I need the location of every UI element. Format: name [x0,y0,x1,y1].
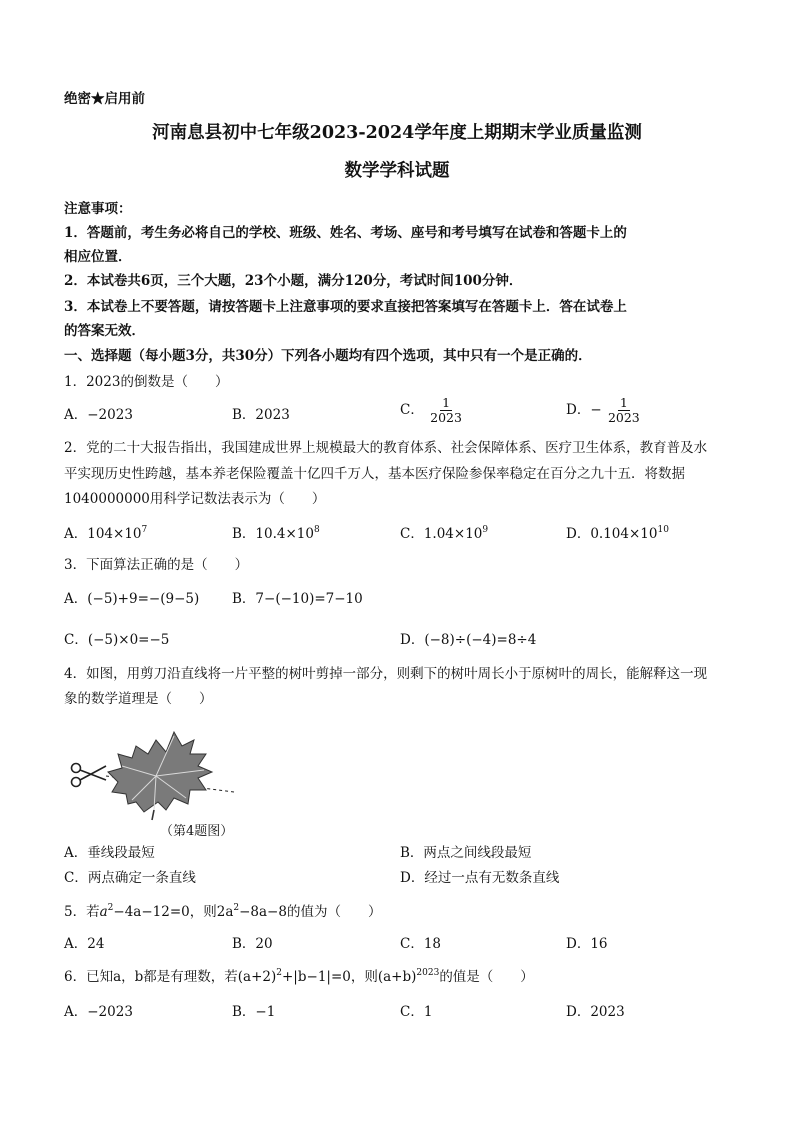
exam-subtitle: 数学学科试题 [344,161,450,181]
q2-option-c [400,525,488,543]
q3-option-a: A．(−5)+9=−(9−5) [64,591,200,607]
q6-stem-prefix: 6．已知a，b都是有理数，若 [64,969,238,985]
q1-d-numerator: 1 [619,395,628,410]
q5-square-1: 2 [107,903,114,913]
q2-option-a [64,525,147,543]
q1-c-numerator: 1 [442,395,451,410]
q5-expr2-prefix: 2a [216,904,234,920]
q6-expr-b-exponent: 2023 [416,968,440,978]
confidential-label: 绝密★启用前 [64,91,145,107]
note-2: 2．本试卷共6页，三个大题，23个小题，满分120分，考试时间100分钟． [64,273,523,289]
q5-equation-rest: −4a−12=0，则 [113,904,217,920]
q4-figure-caption: （第4题图） [160,824,234,839]
q5-stem [64,903,381,921]
q2-d-base: D．0.104×10 [566,526,658,542]
q1-d-prefix: D．− [566,402,602,418]
q6-option-b: B．−1 [232,1004,276,1020]
section1-heading: 一、选择题（每小题3分，共30分）下列各小题均有四个选项，其中只有一个是正确的． [64,348,592,364]
q6-option-c: C．1 [400,1004,433,1020]
q1-option-d [566,396,642,425]
q4-stem-line1: 4．如图，用剪刀沿直线将一片平整的树叶剪掉一部分，则剩下的树叶周长小于原树叶的周长，能解释这一现 [64,666,708,682]
q2-option-b [232,525,320,543]
q5-option-b: B．20 [232,936,273,952]
q2-c-exponent: 9 [482,525,489,535]
q6-expr-a: (a+2) [237,969,277,985]
q2-stem-line3: 1040000000用科学记数法表示为（ ） [64,491,326,507]
q4-leaf-figure [66,710,236,822]
q5-stem-prefix: 5．若 [64,904,100,920]
q1-d-denominator: 2023 [607,410,640,425]
q1-c-denominator: 2023 [430,410,462,425]
q4-option-c: C．两点确定一条直线 [64,870,196,886]
q5-option-d: D．16 [566,936,608,952]
q6-expr-b: (a+b) [377,969,417,985]
note-3a: 3．本试卷上不要答题，请按答题卡上注意事项的要求直接把答案填写在答题卡上．答在试卷上 [64,299,627,315]
q5-option-a: A．24 [64,936,105,952]
note-3b: 的答案无效． [64,323,145,339]
q1-c-fraction [428,396,464,425]
q2-a-base: A．104×10 [64,526,142,542]
q6-expr-a-exponent: 2 [276,968,282,978]
q3-stem: 3．下面算法正确的是（ ） [64,557,249,573]
q4-option-a: A．垂线段最短 [64,845,155,861]
q2-stem-line1: 2．党的二十大报告指出，我国建成世界上规模最大的教育体系、社会保障体系、医疗卫生体系，教育普及水 [64,440,708,456]
q1-stem: 1．2023的倒数是（ ） [64,374,229,390]
note-1b: 相应位置． [64,249,132,265]
q5-option-c: C．18 [400,936,442,952]
q2-b-exponent: 8 [313,525,320,535]
q1-option-c [400,396,464,425]
q6-expr-mid: +|b−1|=0，则 [282,969,378,985]
q1-c-prefix: C． [400,402,424,418]
notes-heading: 注意事项： [64,201,132,217]
q5-square-2: 2 [233,903,240,913]
note-1a: 1．答题前，考生务必将自己的学校、班级、姓名、考场、座号和考号填写在试卷和答题卡上的 [64,225,627,241]
q5-expr2-rest: −8a−8的值为（ ） [239,904,382,920]
q2-c-base: C．1.04×10 [400,526,483,542]
q6-stem-suffix: 的值是（ ） [439,969,534,985]
scissors-icon [72,764,107,787]
q4-stem-line2: 象的数学道理是（ ） [64,691,213,707]
q2-option-d [566,525,669,543]
q2-b-base: B．10.4×10 [232,526,314,542]
q3-option-c: C．(−5)×0=−5 [64,632,170,648]
q2-a-exponent: 7 [141,525,148,535]
q4-option-d: D．经过一点有无数条直线 [400,870,560,886]
q6-option-a: A．−2023 [64,1004,133,1020]
q3-option-b: B．7−(−10)=7−10 [232,591,363,607]
q2-d-exponent: 10 [657,525,669,535]
q1-option-b: B．2023 [232,407,290,423]
q2-stem-line2: 平实现历史性跨越，基本养老保险覆盖十亿四千万人，基本医疗保险参保率稳定在百分之九十五．将数据 [64,466,685,482]
q3-option-d: D．(−8)÷(−4)=8÷4 [400,632,537,648]
q1-d-fraction [606,396,642,425]
q4-option-b: B．两点之间线段最短 [400,845,532,861]
q6-stem [64,968,534,986]
q1-option-a: A．−2023 [64,407,133,423]
q5-var-a: a [99,904,108,920]
q6-option-d: D．2023 [566,1004,625,1020]
exam-title: 河南息县初中七年级2023-2024学年度上期期末学业质量监测 [152,123,642,143]
leaf-icon [108,732,212,820]
